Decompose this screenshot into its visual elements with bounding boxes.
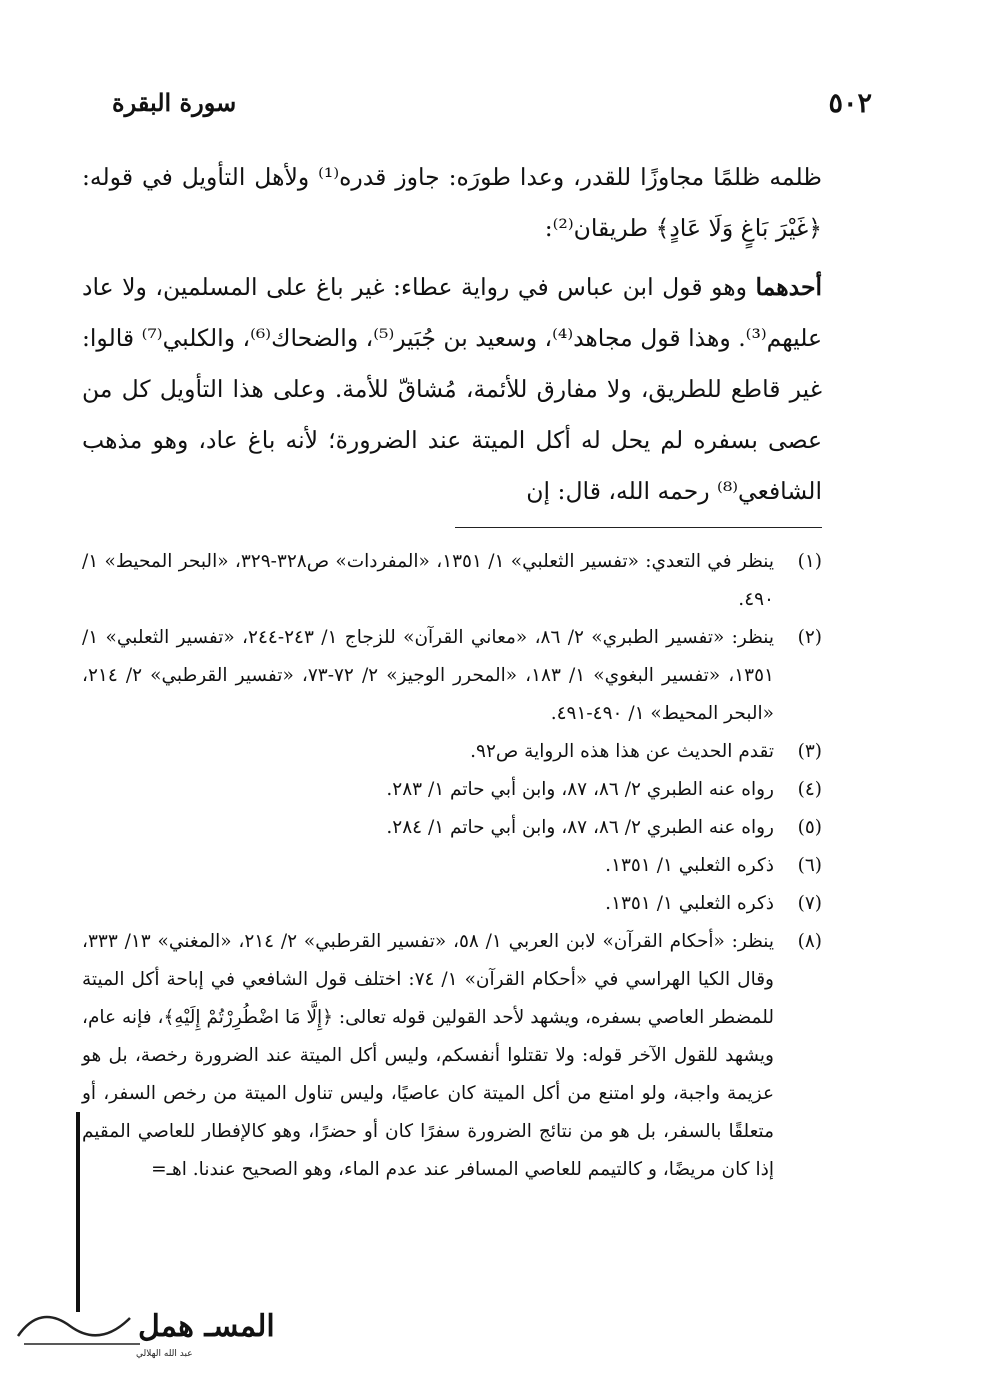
paragraph-1: ظلمه ظلمًا مجاوزًا للقدر، وعدا طورَه: جاوز قدره⁽¹⁾ ولأهل التأويل في قوله: ﴿غَيْرَ بَاغٍ وَلَا عَادٍ﴾ طريقان⁽²⁾: <box>82 163 823 242</box>
footnote-text: ينظر: «أحكام القرآن» لابن العربي ١/ ٥٨، «تفسير القرطبي» ٢/ ٢١٤، «المغني» ١٣/ ٣٣٣، وقال الكيا الهراسي في «أحكام القرآن» ١/ ٧٤: اختلف قول الشافعي في إباحة أكل الميتة للمضطر العاصي بسفره، ويشهد لأحد القولين قوله تعالى: ﴿إِلَّا مَا اضْطُرِرْتُمْ إِلَيْهِ﴾، فإنه عام، ويشهد للقول الآخر قوله: ولا تقتلوا أنفسكم، وليس أكل الميتة عند الضرورة رخصة، بل هو عزيمة واجبة، ولو امتنع من أكل الميتة كان عاصيًا، وليس تناول الميتة من رخص السفر، أو متعلقًا بالسفر، بل هو من نتائج الضرورة سفرًا كان أو حضرًا، وهو كالإفطار للعاصي المقيم إذا كان مريضًا، و كالتيمم للعاصي المسافر عند عدم الماء، وهو الصحيح عندنا. اهـ= <box>82 931 774 1180</box>
footnote <box>82 733 822 771</box>
footnote-number: (١) <box>797 551 822 572</box>
footnote-text: ينظر: «تفسير الطبري» ٢/ ٨٦، «معاني القرآن» للزجاج ١/ ٢٤٣-٢٤٤، «تفسير الثعلبي» ١/ ١٣٥١، «تفسير البغوي» ١/ ١٨٣، «المحرر الوجيز» ٢/ ٧٢-٧٣، «تفسير القرطبي» ٢/ ٢١٤، «البحر المحيط» ١/ ٤٩٠-٤٩١. <box>82 627 774 724</box>
main-text <box>82 152 822 517</box>
footnote <box>82 809 822 847</box>
margin-bar <box>76 1112 80 1312</box>
page-number: ٥٠٢ <box>828 88 872 119</box>
paragraph-lead-word: أحدهما <box>755 273 822 301</box>
footnote-text: رواه عنه الطبري ٢/ ٨٦، ٨٧، وابن أبي حاتم ١/ ٢٨٤. <box>386 817 774 838</box>
watermark-stamp <box>10 1296 275 1359</box>
footnote-text: تقدم الحديث عن هذا هذه الرواية ص٩٢. <box>470 741 774 762</box>
stamp-text: المسـ همل <box>138 1309 275 1344</box>
footnote <box>82 885 822 923</box>
footnote <box>82 847 822 885</box>
footnote-text: ينظر في التعدي: «تفسير الثعلبي» ١/ ١٣٥١، «المفردات» ص٣٢٨-٣٢٩، «البحر المحيط» ١/ ٤٩٠. <box>82 551 774 610</box>
footnote-number: (٦) <box>797 855 822 876</box>
footnote <box>82 771 822 809</box>
footnote-number: (٣) <box>797 741 822 762</box>
footnote-number: (٥) <box>797 817 822 838</box>
footnote-separator <box>455 527 822 528</box>
footnotes <box>82 543 822 1189</box>
paragraph-2 <box>82 262 822 517</box>
footnote-number: (٢) <box>797 627 822 648</box>
footnote <box>82 543 822 619</box>
running-title: سورة البقرة <box>112 88 237 117</box>
footnote-number: (٨) <box>797 931 822 952</box>
paragraph-2-text: وهو قول ابن عباس في رواية عطاء: غير باغ على المسلمين، ولا عاد عليهم⁽³⁾. وهذا قول مجاهد⁽⁴⁾، وسعيد بن جُبَير⁽⁵⁾، والضحاك⁽⁶⁾، والكلبي⁽⁷⁾ قالوا: غير قاطع للطريق، ولا مفارق للأئمة، مُشاقّ للأمة. وعلى هذا التأويل كل من عصى بسفره لم يحل له أكل الميتة عند الضرورة؛ لأنه باغ عاد، وهو مذهب الشافعي⁽⁸⁾ رحمه الله، قال: إن <box>81 273 822 505</box>
footnote-number: (٧) <box>797 893 822 914</box>
footnote-text: رواه عنه الطبري ٢/ ٨٦، ٨٧، وابن أبي حاتم ١/ ٢٨٣. <box>386 779 774 800</box>
footnote-text: ذكره الثعلبي ١/ ١٣٥١. <box>605 855 774 876</box>
stamp-subtext: عبد الله الهلالي <box>136 1349 193 1359</box>
footnote-text: ذكره الثعلبي ١/ ١٣٥١. <box>605 893 774 914</box>
footnote <box>82 923 822 1189</box>
footnote-number: (٤) <box>797 779 822 800</box>
footnote <box>82 619 822 733</box>
